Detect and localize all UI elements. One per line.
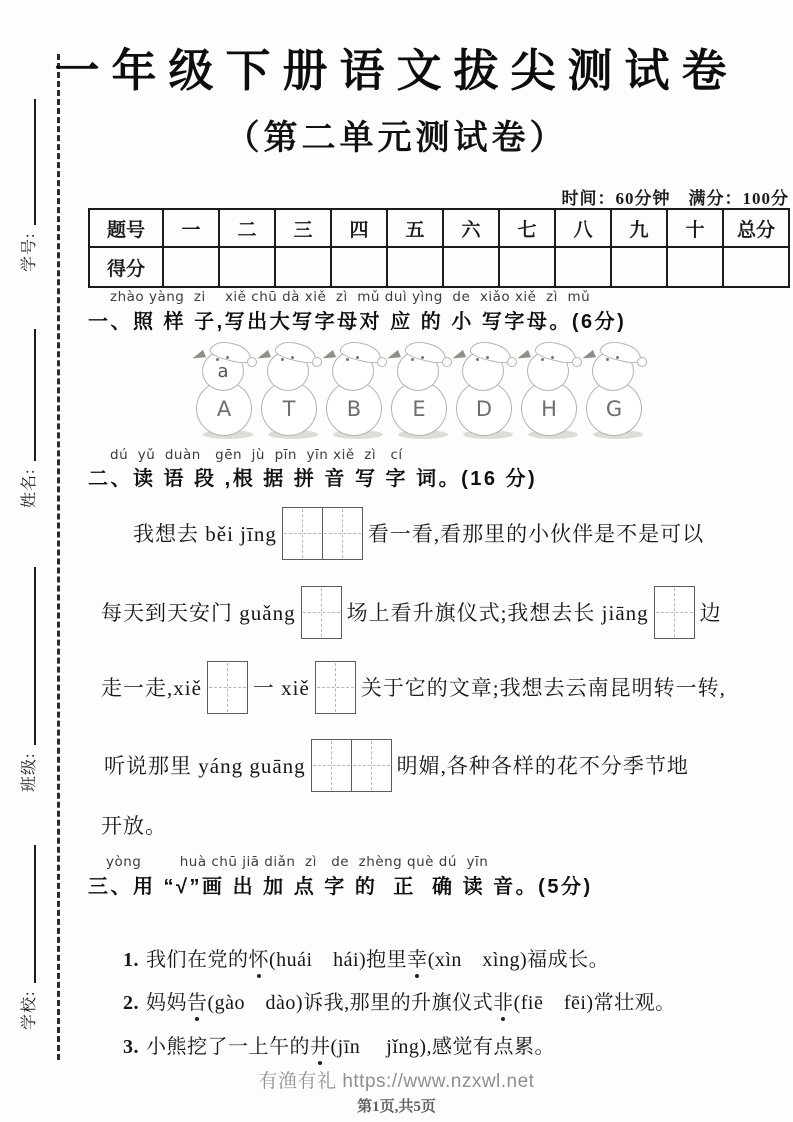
write-line-2 xyxy=(101,584,722,640)
item-number: 1. xyxy=(123,949,139,971)
seal-dashed-line xyxy=(57,54,60,1060)
snowman xyxy=(389,342,450,440)
score-table-cell: 十 xyxy=(667,209,723,247)
uppercase-letter: G xyxy=(605,396,623,421)
section3-pinyin: yòng huà chū jiā diǎn zì de zhèng què dú yīn xyxy=(106,854,489,870)
page-footer xyxy=(0,1066,793,1116)
answer-box xyxy=(282,507,363,560)
item-text: (fiē fēi)常壮观。 xyxy=(513,992,676,1014)
uppercase-letter: A xyxy=(216,396,232,421)
item-text: (huái hái)抱里 xyxy=(269,949,408,971)
line-text: 明媚,各种各样的花不分季节地 xyxy=(396,754,689,778)
uppercase-letter: E xyxy=(412,396,426,421)
snowman-example xyxy=(194,342,255,440)
score-table-empty-cell xyxy=(275,247,331,287)
school-field xyxy=(14,824,40,1030)
uppercase-letter: H xyxy=(541,396,557,421)
write-line-5 xyxy=(101,805,167,845)
snowman xyxy=(519,342,580,440)
section2-heading: 二、读 语 段 ,根 据 拼 音 写 字 词。(16 分) xyxy=(88,468,538,490)
snowman-eye-icon xyxy=(226,356,229,359)
write-cell xyxy=(312,740,351,791)
write-cell xyxy=(302,587,341,638)
score-table-cell: 三 xyxy=(275,209,331,247)
snowman-eye-icon xyxy=(486,356,489,359)
score-table-cell: 七 xyxy=(499,209,555,247)
snowman-eye-icon xyxy=(616,356,619,359)
student-name-field xyxy=(14,310,40,508)
snowman xyxy=(584,342,645,440)
section1-heading: 一、照 样 子,写出大写字母对 应 的 小 写字母。(6分) xyxy=(88,311,627,333)
write-line-3 xyxy=(101,659,726,715)
score-table-empty-cell xyxy=(443,247,499,287)
item-text: 妈妈 xyxy=(146,992,187,1014)
page-title: 一年级下册语文拔尖测试卷 xyxy=(54,46,739,96)
student-number-label: 学号: xyxy=(20,232,38,272)
write-cell xyxy=(316,662,355,713)
uppercase-letter: D xyxy=(475,396,493,421)
item-text: 小熊挖了一上午的 xyxy=(146,1036,310,1058)
line-text: 我想去 běi jīng xyxy=(133,522,277,546)
watermark-text: 有渔有礼 https://www.nzxwl.net xyxy=(258,1071,535,1092)
snowman xyxy=(454,342,515,440)
line-text: 开放。 xyxy=(101,814,167,838)
item-text: (xìn xìng)福成长。 xyxy=(427,949,610,971)
time-score-info: 时间：60分钟 满分：100分 xyxy=(561,189,789,208)
score-table-cell: 二 xyxy=(219,209,275,247)
snowman-hat-pom-icon xyxy=(507,357,517,367)
section1-pinyin: zhào yàng zi xiě chū dà xiě zì mǔ duì yìng de xiǎo xiě zì mǔ xyxy=(110,289,591,305)
line-text: 每天到天安门 guǎng xyxy=(101,601,296,625)
dotted-character: 幸 xyxy=(407,943,428,972)
student-name-label: 姓名: xyxy=(20,468,38,508)
score-table-cell: 一 xyxy=(163,209,219,247)
line-text: 场上看升旗仪式;我想去长 jiāng xyxy=(346,601,649,625)
snowman-eye-icon xyxy=(411,358,414,361)
class-field xyxy=(14,544,40,792)
uppercase-letter: B xyxy=(346,396,362,421)
dotted-character: 井 xyxy=(310,1030,331,1059)
score-table-header-row xyxy=(89,209,789,247)
line-text: 关于它的文章;我想去云南昆明转一转, xyxy=(360,676,726,700)
snowman-eye-icon xyxy=(476,358,479,361)
score-table-cell: 总分 xyxy=(723,209,789,247)
write-cell xyxy=(322,508,362,559)
answer-box xyxy=(315,661,356,714)
snowman-eye-icon xyxy=(346,358,349,361)
snowmen-exercise xyxy=(194,342,645,440)
page-subtitle: （第二单元测试卷） xyxy=(225,120,568,157)
line-text: 看一看,看那里的小伙伴是不是可以 xyxy=(367,522,705,546)
score-table-empty-cell xyxy=(667,247,723,287)
score-table-empty-cell xyxy=(611,247,667,287)
snowman-eye-icon xyxy=(541,358,544,361)
dotted-character: 非 xyxy=(493,986,514,1015)
class-label: 班级: xyxy=(20,752,38,792)
school-blank xyxy=(19,845,36,983)
item-number: 3. xyxy=(123,1036,139,1058)
snowman-eye-icon xyxy=(216,358,219,361)
snowman-hat-pom-icon xyxy=(572,357,582,367)
write-line-4 xyxy=(104,737,689,793)
uppercase-letter: T xyxy=(282,396,296,421)
score-table-score-row xyxy=(89,247,789,287)
line-text: 走一走,xiě xyxy=(101,676,202,700)
score-table-cell: 六 xyxy=(443,209,499,247)
snowman-hat-pom-icon xyxy=(312,357,322,367)
page-number: 第1页,共5页 xyxy=(357,1099,436,1115)
write-line-1 xyxy=(133,505,704,561)
score-table-cell: 题号 xyxy=(89,209,163,247)
line-text: 边 xyxy=(699,601,722,625)
snowman-eye-icon xyxy=(291,356,294,359)
snowman-hat-pom-icon xyxy=(637,357,647,367)
score-table-empty-cell xyxy=(387,247,443,287)
student-name-blank xyxy=(19,329,36,461)
section3-heading: 三、用 “√”画 出 加 点 字 的 正 确 读 音。(5分) xyxy=(88,876,593,898)
score-table-cell: 八 xyxy=(555,209,611,247)
snowman-eye-icon xyxy=(606,358,609,361)
score-table-empty-cell xyxy=(555,247,611,287)
score-table-empty-cell xyxy=(163,247,219,287)
line-text: 听说那里 yáng guāng xyxy=(104,754,306,778)
answer-box xyxy=(207,661,248,714)
score-table-cell: 九 xyxy=(611,209,667,247)
score-table-empty-cell xyxy=(723,247,789,287)
dotted-character: 怀 xyxy=(249,943,270,972)
snowman-eye-icon xyxy=(551,356,554,359)
snowman-eye-icon xyxy=(421,356,424,359)
write-cell xyxy=(208,662,247,713)
write-cell xyxy=(283,508,322,559)
score-table-cell: 得分 xyxy=(89,247,163,287)
score-table xyxy=(88,208,790,288)
score-table-empty-cell xyxy=(331,247,387,287)
snowman-hat-pom-icon xyxy=(442,357,452,367)
snowman xyxy=(259,342,320,440)
score-table-cell: 四 xyxy=(331,209,387,247)
line-text: 一 xiě xyxy=(252,676,310,700)
snowman-eye-icon xyxy=(356,356,359,359)
write-cell xyxy=(351,740,391,791)
class-blank xyxy=(19,567,36,745)
item-number: 2. xyxy=(123,992,139,1014)
write-cell xyxy=(655,587,694,638)
snowman-hat-pom-icon xyxy=(377,357,387,367)
item-text: (jīn jǐng),感觉有点累。 xyxy=(330,1036,556,1058)
school-label: 学校: xyxy=(20,990,38,1030)
score-table-empty-cell xyxy=(219,247,275,287)
section2-pinyin: dú yǔ duàn gēn jù pīn yīn xiě zì cí xyxy=(110,447,403,463)
lowercase-answer: a xyxy=(217,360,229,382)
answer-box xyxy=(311,739,392,792)
snowman-eye-icon xyxy=(281,358,284,361)
answer-box xyxy=(301,586,342,639)
answer-box xyxy=(654,586,695,639)
item-text: 我们在党的 xyxy=(146,949,249,971)
score-table-cell: 五 xyxy=(387,209,443,247)
snowman xyxy=(324,342,385,440)
dotted-character: 告 xyxy=(187,986,208,1015)
item-text: (gào dào)诉我,那里的升旗仪式 xyxy=(207,992,494,1014)
snowman-hat-pom-icon xyxy=(247,357,257,367)
score-table-empty-cell xyxy=(499,247,555,287)
